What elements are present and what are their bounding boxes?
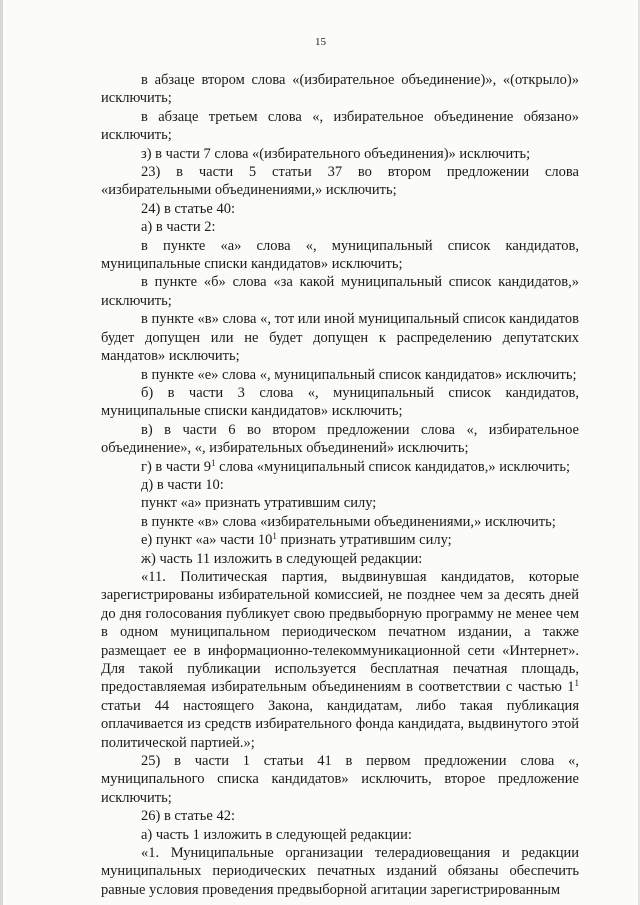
paragraph: в абзаце третьем слова «, избирательное объединение обязано» исключить; — [101, 108, 579, 144]
superscript-index: 1 — [272, 531, 277, 542]
paragraph: а) часть 1 изложить в следующей редакции: — [141, 826, 412, 843]
paragraph: в пункте «а» слова «, муниципальный список кандидатов, муниципальные списки кандидатов» исключить; — [101, 237, 579, 273]
paragraph — [101, 568, 579, 752]
paragraph: пункт «а» признать утратившим силу; — [141, 495, 377, 512]
paragraph: в абзаце втором слова «(избирательное объединение)», «(открыло)» исключить; — [101, 72, 579, 107]
paragraph — [101, 458, 579, 476]
paragraph: б) в части 3 слова «, муниципальный список кандидатов, муниципальные списки кандидатов» исключить; — [101, 384, 579, 420]
paragraph — [101, 531, 579, 549]
paragraph-text: слова «муниципальный список кандидатов,» исключить; — [215, 458, 570, 475]
paragraph: з) в части 7 слова «(избирательного объединения)» исключить; — [141, 145, 531, 162]
paragraph-text: «11. Политическая партия, выдвинувшая кандидатов, которые зарегистрированы избирательной комиссией, не позднее чем за десять дней до дня голосования публикует свою предвыборную программу не менее чем в одном муниципальном периодическом печатном издании, а также размещает ее в информационно-телекоммуникационной сети «Интернет». Для такой публикации используется бесплатная печатная площадь, предоставляемая избирательным объединениям в соответствии с частью 1 — [101, 568, 579, 696]
paragraph: ж) часть 11 изложить в следующей редакции: — [141, 550, 423, 567]
paragraph: «1. Муниципальные организации телерадиовещания и редакции муниципальных периодических печатных изданий обязаны обеспечить равные условия проведения предвыборной агитации зарегистрированным — [101, 845, 579, 898]
paragraph: д) в части 10: — [141, 476, 224, 493]
paragraph-text: г) в части 9 — [141, 458, 212, 475]
paragraph-text: признать утратившим силу; — [276, 532, 452, 549]
paragraph: а) в части 2: — [141, 219, 216, 236]
paragraph-text: статьи 44 настоящего Закона, кандидатам, либо такая публикация оплачивается из средств избирательного фонда кандидата, выдвинутого этой политической партией.»; — [101, 697, 579, 751]
paragraph: в пункте «е» слова «, муниципальный список кандидатов» исключить; — [141, 366, 577, 383]
paragraph: в) в части 6 во втором предложении слова «, избирательное объединение», «, избирательных объединений» исключить; — [101, 421, 579, 457]
paragraph: в пункте «б» слова «за какой муниципальный список кандидатов,» исключить; — [101, 274, 579, 309]
paragraph: в пункте «в» слова «, тот или иной муниципальный список кандидатов будет допущен или не будет допущен к распределению депутатских мандатов» исключить; — [101, 311, 579, 365]
paragraph: 26) в статье 42: — [141, 808, 235, 825]
paragraph-text: е) пункт «а» части 10 — [141, 532, 273, 549]
page-number: 15 — [315, 36, 326, 48]
paragraph: 24) в статье 40: — [141, 200, 235, 217]
document-body — [101, 71, 579, 899]
superscript-index: 1 — [574, 678, 579, 689]
superscript-index: 1 — [211, 457, 216, 468]
paragraph: 25) в части 1 статьи 41 в первом предложении слова «, муниципального списка кандидатов» исключить, второе предложение исключить; — [101, 753, 579, 806]
paragraph: 23) в части 5 статьи 37 во втором предложении слова «избирательными объединениями,» исключить; — [101, 164, 579, 199]
paragraph: в пункте «в» слова «избирательными объединениями,» исключить; — [141, 513, 556, 530]
